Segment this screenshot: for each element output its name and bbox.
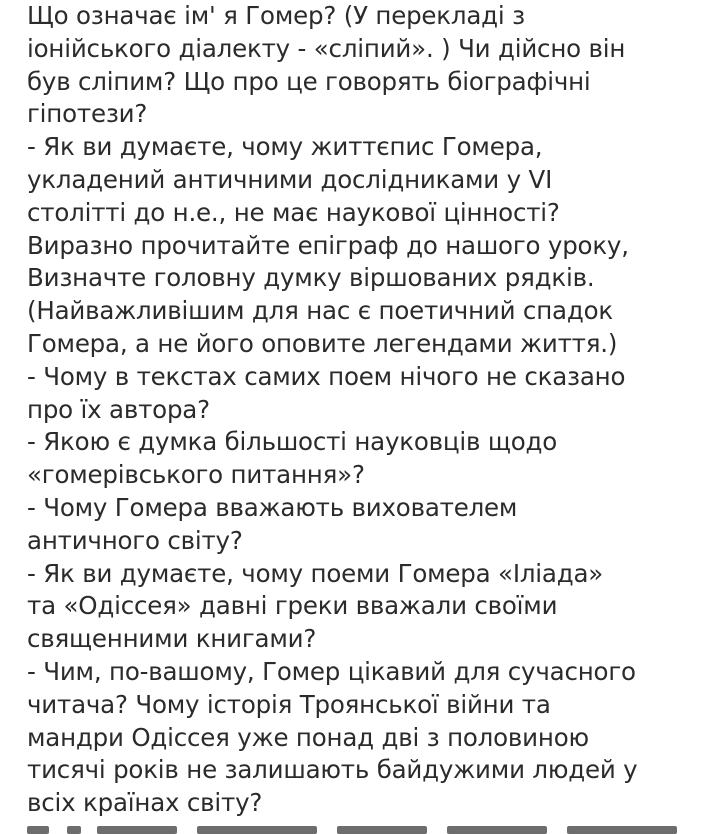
cut-off-glyphs bbox=[97, 826, 177, 834]
text-line: був сліпим? Що про це говорять біографічні bbox=[27, 66, 591, 96]
text-line: Виразно прочитайте епіграф до нашого уроку, bbox=[27, 230, 629, 260]
text-line: та «Одіссея» давні греки вважали своїми bbox=[27, 591, 558, 621]
text-line: столітті до н.е., не має наукової цінності? bbox=[27, 197, 560, 227]
text-line: - Чому Гомера вважають вихователем bbox=[27, 492, 518, 522]
document-text bbox=[27, 0, 707, 820]
text-line: іонійського діалекту - «сліпий». ) Чи дійсно він bbox=[27, 33, 626, 63]
cut-off-glyphs bbox=[567, 826, 677, 834]
text-line: священними книгами? bbox=[27, 624, 317, 654]
text-line: читача? Чому історія Троянської війни та bbox=[27, 689, 551, 719]
cut-off-glyphs bbox=[337, 826, 427, 834]
text-line: укладений античними дослідниками у VI bbox=[27, 164, 553, 194]
text-line: Визначте головну думку віршованих рядків. bbox=[27, 263, 595, 293]
text-line: античного світу? bbox=[27, 525, 243, 555]
text-line: Гомера, а не його оповите легендами життя.) bbox=[27, 328, 618, 358]
text-line: «гомерівського питання»? bbox=[27, 460, 365, 490]
text-line: мандри Одіссея уже понад дві з половиною bbox=[27, 722, 589, 752]
text-line: гіпотези? bbox=[27, 99, 148, 129]
cut-off-glyphs bbox=[197, 826, 317, 834]
cut-off-text-line bbox=[27, 820, 687, 834]
text-line: тисячі років не залишають байдужими людей у bbox=[27, 755, 638, 785]
cut-off-glyphs bbox=[27, 826, 49, 834]
text-line: Що означає ім' я Гомер? (У перекладі з bbox=[27, 1, 525, 30]
cut-off-glyphs bbox=[67, 826, 81, 834]
text-line: - Як ви думаєте, чому життєпис Гомера, bbox=[27, 132, 543, 162]
cut-off-glyphs bbox=[447, 826, 547, 834]
text-line: - Чим, по-вашому, Гомер цікавий для сучасного bbox=[27, 656, 636, 686]
text-line: всіх країнах світу? bbox=[27, 788, 263, 818]
text-line: - Якою є думка більшості науковців щодо bbox=[27, 427, 558, 457]
text-line: - Чому в текстах самих поем нічого не сказано bbox=[27, 361, 626, 391]
text-line: - Як ви думаєте, чому поеми Гомера «Іліада» bbox=[27, 558, 604, 588]
text-line: про їх автора? bbox=[27, 394, 210, 424]
text-line: (Найважливішим для нас є поетичний спадок bbox=[27, 296, 613, 326]
